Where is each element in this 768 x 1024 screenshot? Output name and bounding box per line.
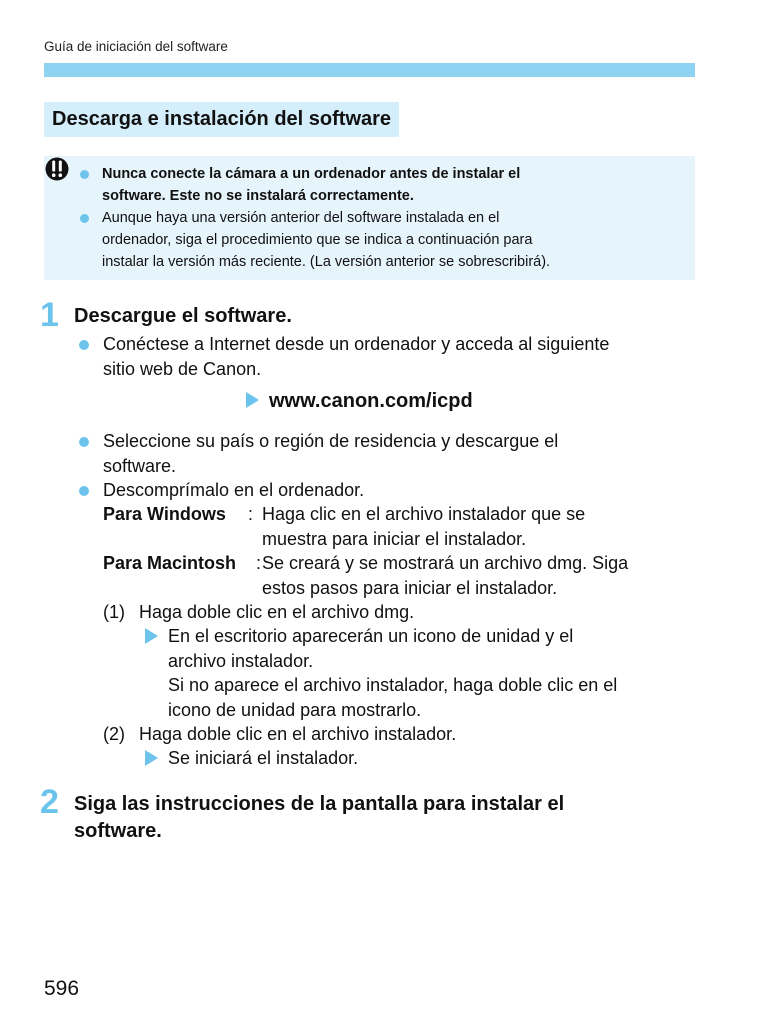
substep-number: (2) bbox=[103, 724, 125, 744]
substep-text: Haga doble clic en el archivo dmg. bbox=[139, 602, 415, 622]
bullet-dot bbox=[79, 486, 89, 496]
list-item-line: Descomprímalo en el ordenador. bbox=[103, 480, 365, 500]
step-number: 2 bbox=[40, 783, 59, 821]
result-line: archivo instalador. bbox=[168, 650, 314, 671]
list-item-line: Conéctese a Internet desde un ordenador y acceda al siguiente bbox=[103, 334, 610, 354]
caution-icon bbox=[44, 156, 70, 182]
windows-instructions bbox=[262, 502, 692, 551]
bullet-dot bbox=[80, 214, 89, 223]
bullet-dot bbox=[80, 170, 89, 179]
page-number: 596 bbox=[44, 977, 80, 1000]
caution-text-line: instalar la versión más reciente. (La versión anterior se sobrescribirá). bbox=[102, 254, 551, 270]
windows-line: Haga clic en el archivo instalador que se bbox=[262, 504, 586, 524]
list-item bbox=[103, 332, 693, 381]
substep-number: (1) bbox=[103, 602, 125, 622]
caution-text-line: Aunque haya una versión anterior del software instalada en el bbox=[102, 210, 500, 226]
mac-colon: : bbox=[256, 553, 262, 573]
substep-result bbox=[168, 624, 693, 722]
result-line: En el escritorio aparecerán un icono de unidad y el bbox=[168, 626, 574, 646]
list-item-line: software. bbox=[103, 455, 177, 476]
mac-line: Se creará y se mostrará un archivo dmg. Siga bbox=[262, 553, 629, 573]
mac-instructions bbox=[262, 551, 692, 600]
result-arrow-icon bbox=[145, 628, 158, 644]
substep-result bbox=[168, 746, 693, 771]
windows-line: muestra para iniciar el instalador. bbox=[262, 528, 527, 549]
list-item-line: sitio web de Canon. bbox=[103, 358, 262, 379]
windows-colon: : bbox=[248, 504, 254, 524]
step-title: Descargue el software. bbox=[74, 305, 292, 327]
list-item bbox=[103, 429, 693, 478]
list-item-line: Seleccione su país o región de residencia y descargue el bbox=[103, 431, 559, 451]
website-url: www.canon.com/icpd bbox=[269, 390, 473, 412]
mac-label: Para Macintosh bbox=[103, 553, 237, 573]
running-header: Guía de iniciación del software bbox=[44, 39, 228, 54]
substep-text: Haga doble clic en el archivo instalador. bbox=[139, 724, 457, 744]
result-line: Se iniciará el instalador. bbox=[168, 748, 359, 768]
caution-text-line: Nunca conecte la cámara a un ordenador antes de instalar el bbox=[102, 166, 521, 182]
url-line bbox=[246, 388, 473, 415]
caution-text-line: ordenador, siga el procedimiento que se indica a continuación para bbox=[102, 232, 533, 248]
list-item bbox=[103, 478, 693, 503]
bullet-dot bbox=[79, 340, 89, 350]
result-line: Si no aparece el archivo instalador, haga doble clic en el bbox=[168, 675, 618, 695]
caution-item bbox=[102, 207, 682, 273]
result-line: icono de unidad para mostrarlo. bbox=[168, 699, 422, 720]
step-title-line: Siga las instrucciones de la pantalla para instalar el bbox=[74, 793, 565, 815]
step-number: 1 bbox=[40, 296, 59, 334]
step-title bbox=[74, 791, 564, 845]
bullet-dot bbox=[79, 437, 89, 447]
header-rule bbox=[44, 63, 695, 77]
mac-line: estos pasos para iniciar el instalador. bbox=[262, 577, 558, 598]
caution-item bbox=[102, 163, 682, 207]
result-arrow-icon bbox=[145, 750, 158, 766]
section-title: Descarga e instalación del software bbox=[44, 102, 399, 137]
arrow-icon bbox=[246, 392, 259, 408]
step-title-line: software. bbox=[74, 820, 162, 842]
caution-box bbox=[44, 156, 695, 280]
windows-label: Para Windows bbox=[103, 504, 226, 524]
caution-text-line: software. Este no se instalará correctamente. bbox=[102, 188, 414, 204]
